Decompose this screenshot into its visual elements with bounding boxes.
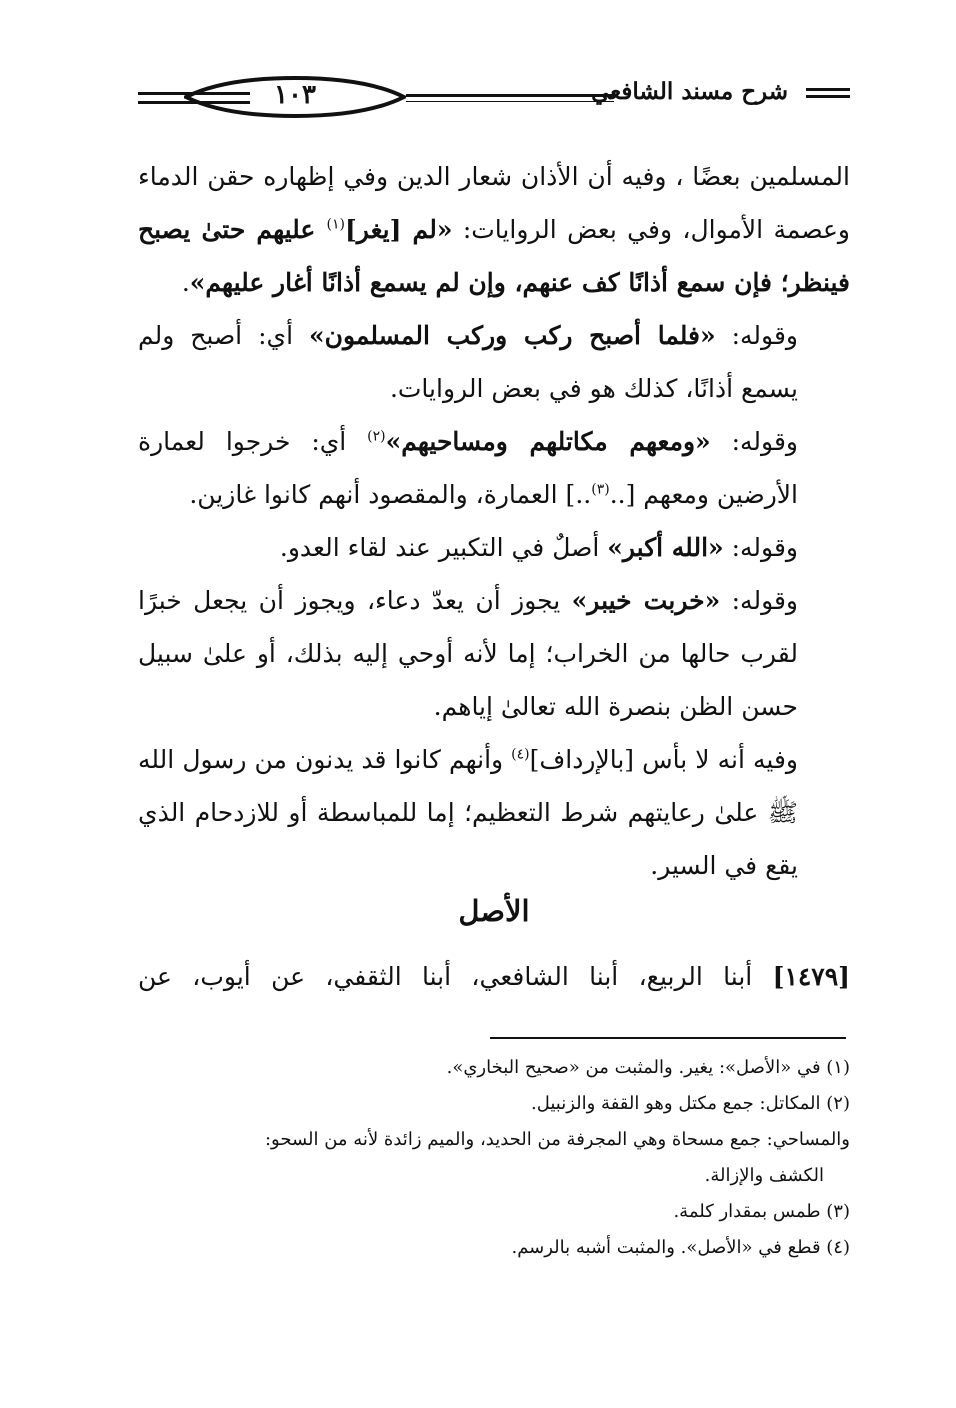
paragraph: [138, 309, 850, 415]
quoted-text: «الله أكبر»: [607, 533, 724, 562]
hadith-text: أبنا الربيع، أبنا الشافعي، أبنا الثقفي، عن أيوب، عن: [138, 962, 773, 991]
paragraph: [138, 574, 850, 733]
footnote: والمساحي: جمع مسحاة وهي المجرفة من الحديد، والميم زائدة لأنه من السحو:: [264, 1129, 850, 1150]
text-run: يجوز أن يعدّ دعاء، ويجوز أن يجعل خبرًا لقرب حالها من الخراب؛ إما لأنه أوحي إليه بذلك، أو علىٰ سبيل حسن الظن بنصرة الله تعالىٰ إياهم.: [138, 586, 798, 721]
text-run: أصلٌ في التكبير عند لقاء العدو.: [279, 533, 608, 562]
hadith-line: [138, 950, 850, 1003]
footnote: (١) في «الأصل»: يغير. والمثبت من «صحيح البخاري».: [446, 1057, 850, 1078]
quoted-text: «لم [يغر]: [344, 215, 453, 244]
footnote-continuation: الكشف والإزالة.: [704, 1165, 824, 1186]
text-run: ..] العمارة، والمقصود أنهم كانوا غازين.: [189, 480, 592, 509]
header-rule: [406, 94, 614, 102]
footnote: (٣) طمس بمقدار كلمة.: [673, 1201, 850, 1222]
footnote: (٢) المكاتل: جمع مكتل وهو القفة والزنبيل.: [530, 1093, 850, 1114]
paragraph: [138, 415, 850, 521]
running-title: شرح مسند الشافعي: [591, 78, 788, 105]
paragraph: [138, 733, 850, 892]
footnote-ref: (٢): [367, 428, 386, 445]
text-run: وأنهم كانوا قد يدنون من رسول الله ﷺ علىٰ رعايتهم شرط التعظيم؛ إما للمباسطة أو للازدحام الذي يقع في السير.: [138, 745, 798, 880]
main-text: [138, 150, 850, 892]
page-number: ١٠٣: [274, 80, 316, 110]
text-run: .: [181, 268, 190, 297]
footnotes: [138, 1050, 850, 1266]
text-run: وقوله:: [710, 427, 798, 456]
quoted-text: «فلما أصبح ركب وركب المسلمون»: [308, 321, 716, 350]
text-run: وقوله:: [723, 533, 798, 562]
text-run: وقوله:: [715, 321, 798, 350]
footnote-ref: (١): [326, 216, 345, 233]
footnote-ref: (٣): [591, 481, 610, 498]
text-run: أي: أصبح ولم يسمع أذانًا، كذلك هو في بعض الروايات.: [138, 321, 798, 403]
quoted-text: عليهم حتىٰ يصبح فينظر؛ فإن سمع أذانًا كف عنهم، وإن لم يسمع أذانًا أغار عليهم»: [138, 215, 850, 297]
footnote-ref: (٤): [511, 746, 530, 763]
footnote: (٤) قطع في «الأصل». والمثبت أشبه بالرسم.: [511, 1237, 850, 1258]
text-run: وفيه أنه لا بأس [بالإرداف]: [529, 745, 798, 774]
footnote-separator: [490, 1037, 846, 1039]
paragraph: [138, 521, 850, 574]
page-header: [138, 72, 850, 120]
section-heading: الأصل: [458, 894, 530, 928]
text-run: المسلمين بعضًا ، وفيه أن الأذان شعار الدين وفي إظهاره حقن الدماء وعصمة الأموال، وفي بعض الروايات:: [138, 162, 850, 244]
header-ornament-left: [138, 92, 250, 104]
text-run: أي: خرجوا لعمارة الأرضين ومعهم [..: [138, 427, 798, 509]
header-ornament-right: [806, 88, 850, 98]
quoted-text: «خربت خيبر»: [571, 586, 721, 615]
hadith-number: [١٤٧٩]: [772, 962, 850, 991]
text-run: وقوله:: [720, 586, 799, 615]
quoted-text: «ومعهم مكاتلهم ومساحيهم»: [385, 427, 711, 456]
paragraph: [138, 150, 850, 309]
